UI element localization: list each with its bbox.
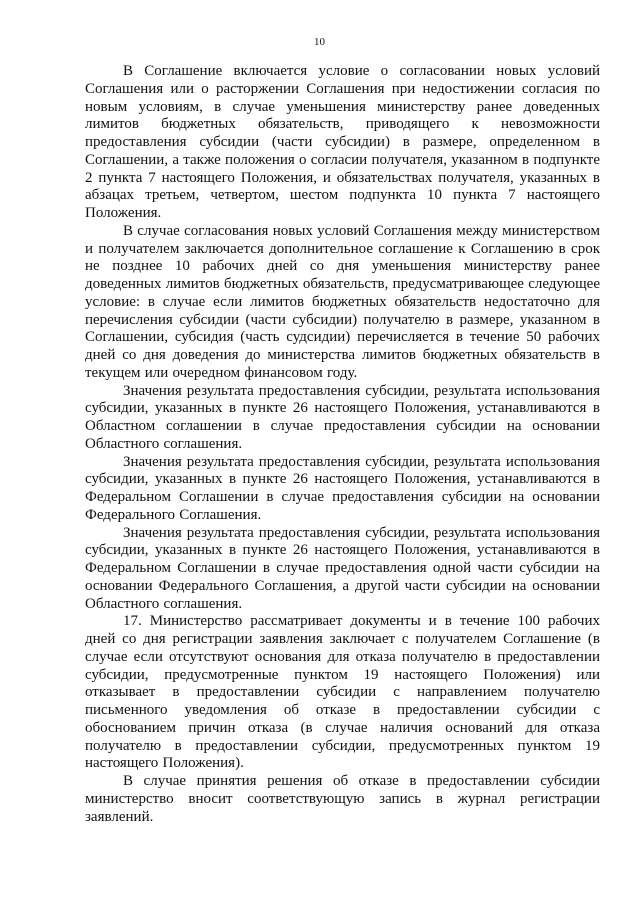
- paragraph-agreement-conditions: В Соглашение включается условие о согласовании новых условий Соглашения или о расторжении Соглашения при недостижении согласия по новым условиям, в случае уменьшения министерству ранее доведенных лимитов бюджетных обязательств, приводящего к невозможности предоставления субсидии (части субсидии) в размере, определенном в Соглашении, а также положения о согласии получателя, указанном в подпункте 2 пункта 7 настоящего Положения, и обязательствах получателя, указанных в абзацах третьем, четвертом, шестом подпункта 10 пункта 7 настоящего Положения.: [85, 63, 600, 221]
- paragraph-refusal-record: В случае принятия решения об отказе в предоставлении субсидии министерство вносит соответствующую запись в журнал регистрации заявлений.: [85, 773, 600, 825]
- paragraph-federal-agreement-results: Значения результата предоставления субсидии, результата использования субсидии, указанных в пункте 26 настоящего Положения, устанавливаются в Федеральном Соглашении в случае предоставления субсидии на основании Федерального Соглашения.: [85, 453, 600, 523]
- paragraph-regional-agreement-results: Значения результата предоставления субсидии, результата использования субсидии, указанных в пункте 26 настоящего Положения, устанавливаются в Областном соглашении в случае предоставления субсидии на основании Областного соглашения.: [85, 382, 600, 452]
- paragraph-mixed-agreement-results: Значения результата предоставления субсидии, результата использования субсидии, указанных в пункте 26 настоящего Положения, устанавливаются в Федеральном Соглашении в случае предоставления одной части субсидии на основании Федерального Соглашения, а другой части субсидии на основании Областного соглашения.: [85, 524, 600, 612]
- page-number: 10: [314, 36, 325, 48]
- paragraph-section-17: 17. Министерство рассматривает документы и в течение 100 рабочих дней со дня регистрации заявления заключает с получателем Соглашение (в случае если отсутствуют основания для отказа получателю в предоставлении субсидии, предусмотренные пунктом 19 настоящего Положения) или отказывает в предоставлении субсидии с направлением получателю письменного уведомления об отказе в предоставлении субсидии с обоснованием причин отказа (в случае наличия оснований для отказа получателю в предоставлении субсидии, предусмотренных пунктом 19 настоящего Положения).: [85, 613, 600, 772]
- document-body: [85, 63, 600, 826]
- paragraph-additional-agreement: В случае согласования новых условий Соглашения между министерством и получателем заключается дополнительное соглашение к Соглашению в срок не позднее 10 рабочих дней со дня уменьшения министерству ранее доведенных лимитов бюджетных обязательств, предусматривающее следующее условие: в случае если лимитов бюджетных обязательств недостаточно для перечисления субсидии (части субсидии) получателю в размере, указанном в Соглашении, субсидия (часть судсидии) перечисляется в течение 50 рабочих дней со дня доведения до министерства лимитов бюджетных обязательств в текущем или очередном финансовом году.: [85, 222, 600, 381]
